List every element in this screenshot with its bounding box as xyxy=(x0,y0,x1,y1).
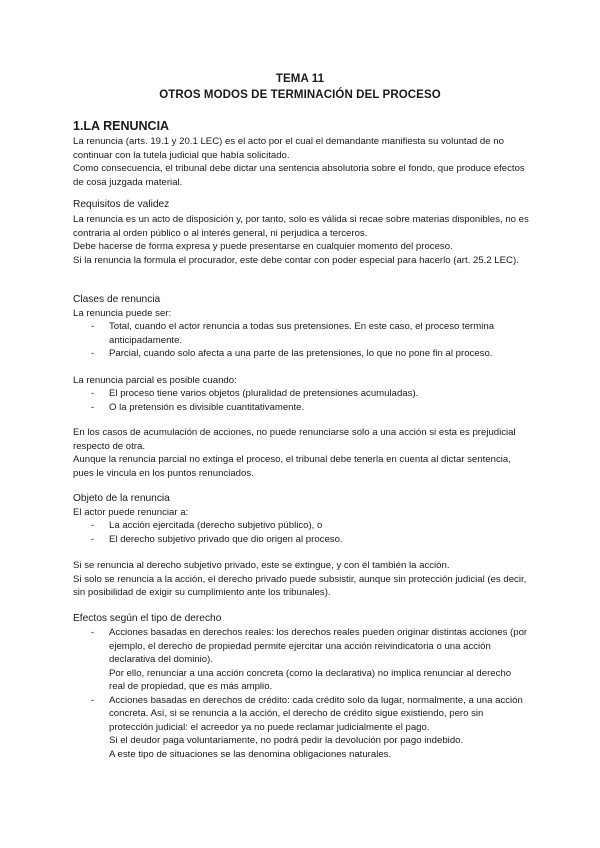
paragraph: En los casos de acumulación de acciones, no puede renunciarse solo a una acción si esta es prejudicial respecto de otra. xyxy=(73,427,516,452)
list-item: - Parcial, cuando solo afecta a una parte de las pretensiones, lo que no pone fin al proceso. xyxy=(91,348,493,359)
list-item: - O la pretensión es divisible cuantitativamente. xyxy=(91,401,305,413)
list-item: - La acción ejercitada (derecho subjetivo público), o xyxy=(91,520,323,531)
list-item: - Total, cuando el actor renuncia a todas sus pretensiones. En este caso, el proceso termina anticipadamente. xyxy=(91,321,495,346)
page-title: OTROS MODOS DE TERMINACIÓN DEL PROCESO xyxy=(159,89,441,101)
efectos-list xyxy=(0,626,600,761)
intro-text xyxy=(73,135,533,189)
clases-list xyxy=(0,320,600,361)
subheading-efectos: Efectos según el tipo de derecho xyxy=(73,613,222,624)
subheading-requisitos: Requisitos de validez xyxy=(73,199,170,210)
paragraph: La renuncia (arts. 19.1 y 20.1 LEC) es el acto por el cual el demandante manifiesta su voluntad de no continuar con la tutela judicial que había solicitado. xyxy=(73,136,504,161)
list-item: - Acciones basadas en derechos de crédito: cada crédito solo da lugar, normalmente, a una acción concreta. Así, si se renuncia a la acción, el derecho de crédito sigue existiendo, pero sin protección judicial: el acreedor ya no puede reclamar judicialmente el pago. Si el deudor paga voluntariamente, no podrá pedir la devolución por pago indebido. A este tipo de situaciones se las denomina obligaciones naturales. xyxy=(91,694,523,760)
paragraph: La renuncia es un acto de disposición y, por tanto, solo es válida si recae sobre materias disponibles, no es contraria al orden público o al interés general, ni perjudica a terceros. xyxy=(73,214,529,239)
paragraph: Si solo se renuncia a la acción, el derecho privado puede subsistir, aunque sin protección judicial (es decir, sin posibilidad de exigir su cumplimiento ante los tribunales). xyxy=(73,573,527,598)
objeto-lead: El actor puede renunciar a: xyxy=(73,507,189,518)
paragraph: Debe hacerse de forma expresa y puede presentarse en cualquier momento del proceso. xyxy=(73,241,453,252)
list-item: - El derecho subjetivo privado que dio origen al proceso. xyxy=(91,533,343,545)
section-heading-renuncia: 1.LA RENUNCIA xyxy=(73,119,170,133)
paragraph: Si la renuncia la formula el procurador, este debe contar con poder especial para hacerlo (art. 25.2 LEC). xyxy=(73,254,519,266)
clases-lead2: La renuncia parcial es posible cuando: xyxy=(73,375,237,386)
subheading-objeto: Objeto de la renuncia xyxy=(73,493,170,504)
tema-number: TEMA 11 xyxy=(275,73,325,85)
objeto-text xyxy=(73,559,533,600)
clases-text xyxy=(73,426,533,480)
clases-lead: La renuncia puede ser: xyxy=(73,308,172,319)
objeto-list xyxy=(0,519,600,546)
list-item: - Acciones basadas en derechos reales: los derechos reales pueden originar distintas acciones (por ejemplo, el derecho de propiedad permite ejercitar una acción reivindicatoria o una acción declarativa del dominio). Por ello, renunciar a una acción concreta (como la declarativa) no implica renunciar al derecho real de propiedad, que es más amplio. xyxy=(91,627,528,692)
paragraph: Como consecuencia, el tribunal debe dictar una sentencia absolutoria sobre el fondo, que produce efectos de cosa juzgada material. xyxy=(73,163,525,188)
list-item: - El proceso tiene varios objetos (pluralidad de pretensiones acumuladas). xyxy=(91,388,419,399)
parcial-list xyxy=(0,387,600,414)
requisitos-text xyxy=(73,213,533,267)
subheading-clases: Clases de renuncia xyxy=(73,294,161,305)
paragraph: Si se renuncia al derecho subjetivo privado, este se extingue, y con él también la acción. xyxy=(73,560,450,571)
paragraph: Aunque la renuncia parcial no extinga el proceso, el tribunal debe tenerla en cuenta al dictar sentencia, pues le vincula en los puntos renunciados. xyxy=(73,454,511,479)
